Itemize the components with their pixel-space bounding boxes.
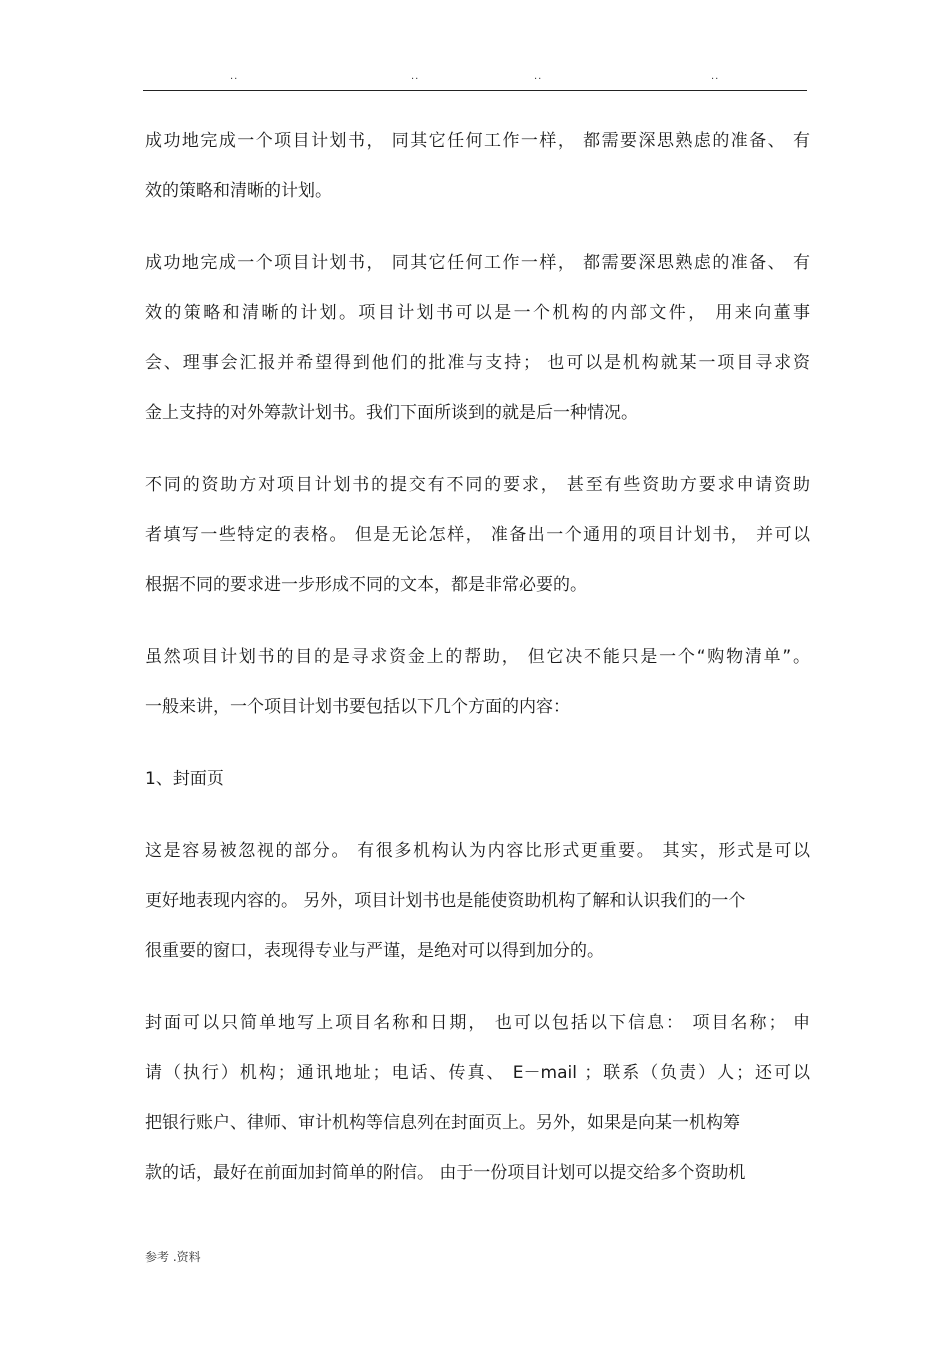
section-heading: 1、封面页	[145, 769, 224, 789]
header-mark: ..	[534, 71, 543, 82]
paragraph-5-line: 这是容易被忽视的部分。 有很多机构认为内容比形式更重要。 其实，形式是可以	[145, 841, 810, 861]
paragraph-2-line: 效的策略和清晰的计划。项目计划书可以是一个机构的内部文件， 用来向董事	[145, 303, 810, 323]
page-footer-note: 参考 .资料	[145, 1250, 201, 1264]
paragraph-2-line: 会、理事会汇报并希望得到他们的批准与支持； 也可以是机构就某一项目寻求资	[145, 353, 810, 373]
paragraph-6-line: 封面可以只简单地写上项目名称和日期， 也可以包括以下信息： 项目名称； 申	[145, 1013, 810, 1033]
header-mark: ..	[411, 71, 420, 82]
paragraph-4-line: 一般来讲，一个项目计划书要包括以下几个方面的内容：	[145, 697, 570, 717]
paragraph-1-line: 效的策略和清晰的计划。	[145, 181, 332, 201]
paragraph-5-line: 很重要的窗口，表现得专业与严谨，是绝对可以得到加分的。	[145, 941, 604, 961]
paragraph-3-line: 根据不同的要求进一步形成不同的文本，都是非常必要的。	[145, 575, 587, 595]
header-mark: ..	[711, 71, 720, 82]
paragraph-3-line: 者填写一些特定的表格。 但是无论怎样， 准备出一个通用的项目计划书， 并可以	[145, 525, 810, 545]
header-divider	[143, 90, 807, 91]
page-header-marks	[0, 72, 950, 86]
paragraph-5-line: 更好地表现内容的。 另外，项目计划书也是能使资助机构了解和认识我们的一个	[145, 891, 746, 911]
paragraph-6-line: 请（执行）机构；通讯地址；电话、传真、 E－mail ；联系（负责）人；还可以	[145, 1063, 810, 1083]
paragraph-2-line: 成功地完成一个项目计划书， 同其它任何工作一样， 都需要深思熟虑的准备、 有	[145, 253, 810, 273]
paragraph-6-line: 款的话，最好在前面加封简单的附信。 由于一份项目计划可以提交给多个资助机	[145, 1163, 746, 1183]
paragraph-1-line: 成功地完成一个项目计划书， 同其它任何工作一样， 都需要深思熟虑的准备、 有	[145, 131, 810, 151]
paragraph-4-line: 虽然项目计划书的目的是寻求资金上的帮助， 但它决不能只是一个“购物清单”。	[145, 647, 810, 667]
paragraph-3-line: 不同的资助方对项目计划书的提交有不同的要求， 甚至有些资助方要求申请资助	[145, 475, 810, 495]
paragraph-6-line: 把银行账户、律师、审计机构等信息列在封面页上。另外，如果是向某一机构筹	[145, 1113, 740, 1133]
header-mark: ..	[230, 71, 239, 82]
paragraph-2-line: 金上支持的对外筹款计划书。我们下面所谈到的就是后一种情况。	[145, 403, 638, 423]
